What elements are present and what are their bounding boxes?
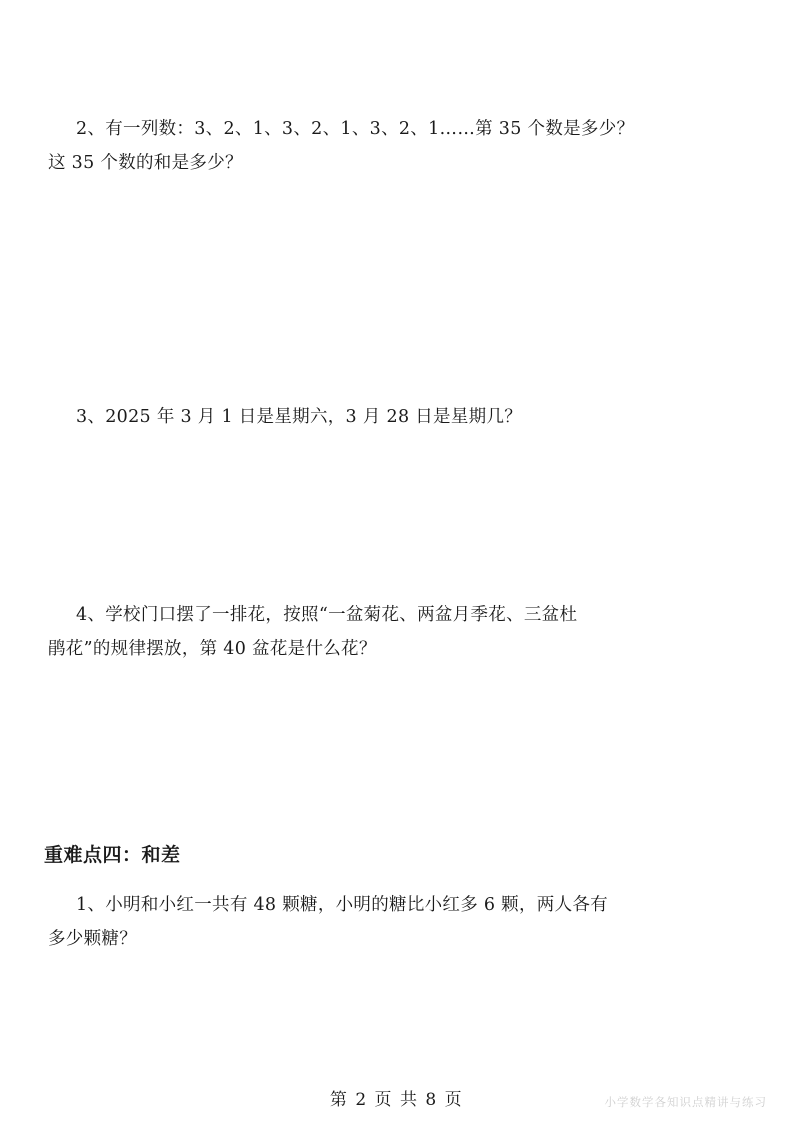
question-3-line-1: 3、2025 年 3 月 1 日是星期六，3 月 28 日是星期几？	[76, 407, 523, 427]
section-question-1	[48, 888, 748, 956]
page-footer: 第 2 页 共 8 页	[329, 1090, 464, 1110]
question-2-line-1: 2、有一列数：3、2、1、3、2、1、3、2、1……第 35 个数是多少？	[76, 119, 635, 139]
section-heading: 重难点四：和差	[44, 844, 181, 866]
question-4-line-2: 鹃花”的规律摆放，第 40 盆花是什么花？	[48, 639, 377, 660]
question-4-line-1: 4、学校门口摆了一排花，按照“一盆菊花、两盆月季花、三盆杜	[76, 605, 578, 625]
section-question-1-line-2: 多少颗糖？	[48, 929, 137, 950]
question-3	[48, 400, 748, 434]
question-2-line-2: 这 35 个数的和是多少？	[48, 153, 243, 174]
watermark: 小学数学各知识点精讲与练习	[604, 1095, 767, 1109]
question-4	[48, 598, 748, 666]
section-question-1-line-1: 1、小明和小红一共有 48 颗糖，小明的糖比小红多 6 颗，两人各有	[76, 895, 608, 915]
question-2	[48, 112, 748, 180]
